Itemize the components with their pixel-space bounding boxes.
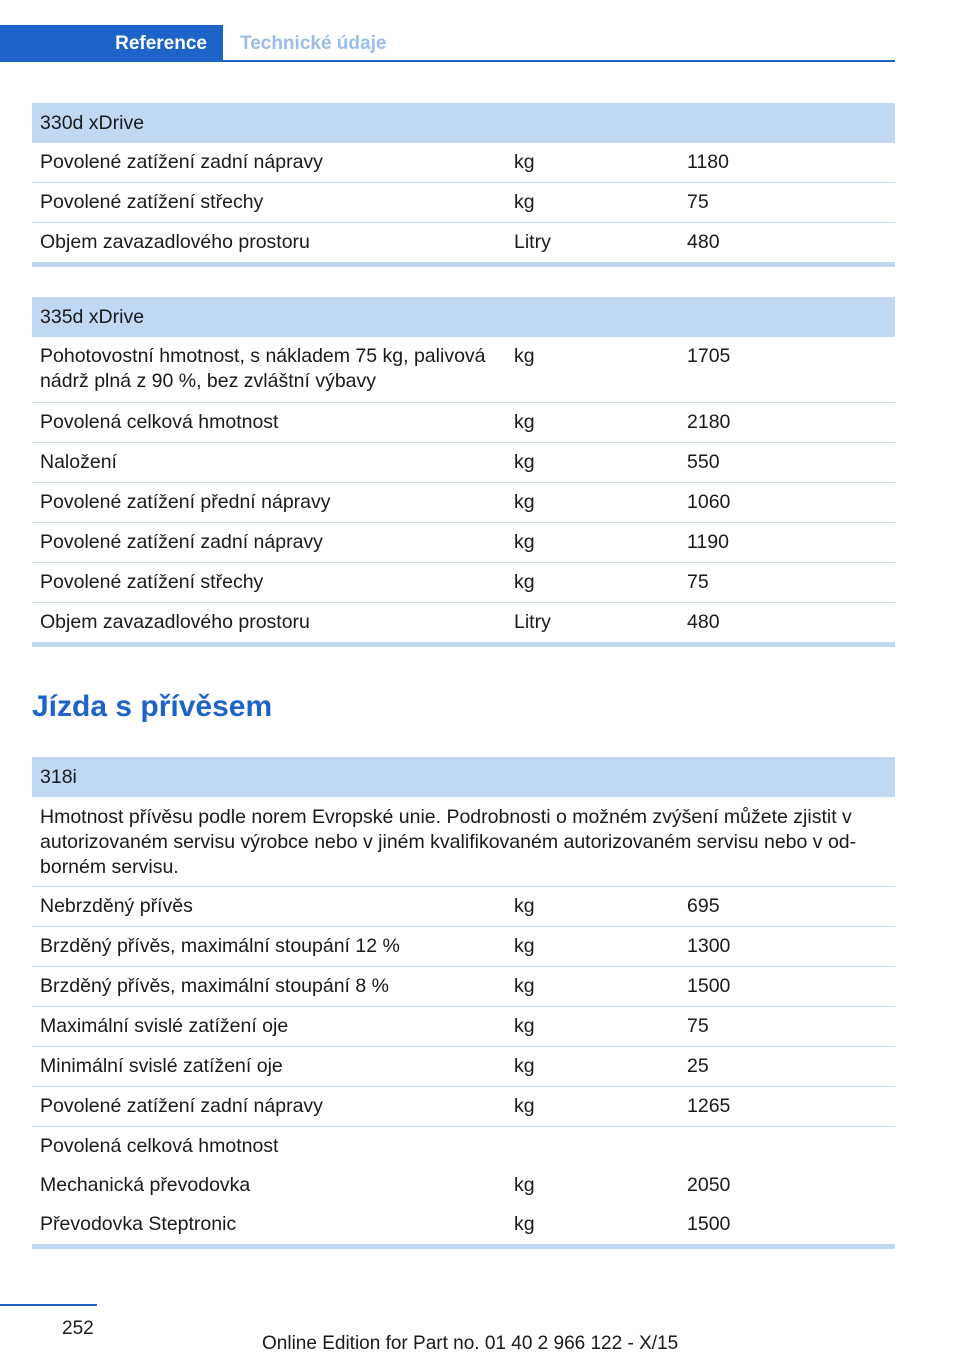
page-header: [0, 0, 960, 62]
table-row: [32, 1007, 895, 1047]
tab-reference[interactable]: Reference: [0, 25, 223, 62]
table-end-bar: [32, 642, 895, 647]
table-heading: [32, 103, 895, 143]
row-unit: kg: [514, 895, 535, 917]
row-label: Mechanická převodovka: [40, 1174, 251, 1196]
table-row: [32, 223, 895, 262]
table-heading-text: 318i: [40, 765, 77, 788]
row-label: Nebrzděný přívěs: [40, 895, 193, 917]
table-row: [32, 603, 895, 642]
table-end-bar: [32, 1244, 895, 1249]
row-value: 1060: [687, 491, 731, 513]
row-label: Objem zavazadlového prostoru: [40, 611, 310, 633]
row-label: Brzděný přívěs, maximální stoupání 8 %: [40, 975, 389, 997]
tab-technical-data[interactable]: Technické údaje: [240, 32, 387, 54]
table-note: Hmotnost přívěsu podle norem Evropské unie. Podrobnosti o možném zvýšení můžete zjistit v autorizovaném servisu výrobce nebo v jiném kvalifikovaném autorizovaném servisu nebo v od-borném servisu.: [40, 806, 857, 878]
page-number: 252: [62, 1318, 94, 1339]
row-value: 1500: [687, 1213, 731, 1235]
row-label: Povolené zatížení střechy: [40, 191, 264, 213]
row-unit: kg: [514, 1174, 535, 1196]
table-335d-xdrive: [32, 297, 895, 647]
table-heading-text: 330d xDrive: [40, 111, 145, 134]
table-row: [32, 563, 895, 603]
group-label: Povolená celková hmotnost: [40, 1135, 279, 1157]
table-row: [32, 523, 895, 563]
row-unit: Litry: [514, 611, 551, 633]
table-row: [32, 927, 895, 967]
table-row: [32, 967, 895, 1007]
table-row: [32, 483, 895, 523]
row-unit: kg: [514, 1213, 535, 1235]
row-value: 75: [687, 1015, 709, 1037]
row-unit: kg: [514, 975, 535, 997]
row-label: Povolené zatížení zadní nápravy: [40, 151, 323, 173]
table-row: [32, 337, 895, 403]
row-label: Naložení: [40, 451, 117, 473]
table-row: [32, 1200, 895, 1244]
row-label: Pohotovostní hmotnost, s nákladem 75 kg, palivová nádrž plná z 90 %, bez zvláštní výbavy: [40, 345, 486, 392]
table-row: [32, 143, 895, 183]
row-unit: kg: [514, 191, 535, 213]
row-label: Povolené zatížení zadní nápravy: [40, 531, 323, 553]
row-unit: kg: [514, 451, 535, 473]
row-unit: kg: [514, 1095, 535, 1117]
table-end-bar: [32, 262, 895, 267]
row-unit: kg: [514, 491, 535, 513]
edition-footer: Online Edition for Part no. 01 40 2 966 122 - X/15: [262, 1333, 679, 1354]
table-row: [32, 1161, 895, 1200]
section-title: Jízda s přívěsem: [32, 690, 273, 723]
row-value: 695: [687, 895, 720, 917]
row-unit: kg: [514, 345, 535, 367]
table-note-row: [32, 797, 895, 887]
row-value: 25: [687, 1055, 709, 1077]
row-value: 480: [687, 231, 720, 253]
table-heading: [32, 757, 895, 797]
row-unit: kg: [514, 571, 535, 593]
table-row: [32, 403, 895, 443]
row-label: Převodovka Steptronic: [40, 1213, 237, 1235]
row-label: Povolená celková hmotnost: [40, 411, 279, 433]
row-value: 1265: [687, 1095, 731, 1117]
row-value: 75: [687, 191, 709, 213]
table-row: [32, 183, 895, 223]
row-value: 1180: [687, 151, 729, 173]
row-unit: kg: [514, 935, 535, 957]
table-heading: [32, 297, 895, 337]
row-label: Povolené zatížení střechy: [40, 571, 264, 593]
row-unit: Litry: [514, 231, 551, 253]
table-group-row: [32, 1127, 895, 1161]
row-unit: kg: [514, 531, 535, 553]
table-330d-xdrive: [32, 103, 895, 267]
row-value: 550: [687, 451, 720, 473]
row-value: 2050: [687, 1174, 731, 1196]
row-value: 1300: [687, 935, 731, 957]
row-value: 2180: [687, 411, 731, 433]
table-heading-text: 335d xDrive: [40, 305, 145, 328]
row-label: Minimální svislé zatížení oje: [40, 1055, 283, 1077]
footer-divider: [0, 1304, 97, 1306]
table-row: [32, 887, 895, 927]
header-divider: [0, 60, 895, 62]
table-row: [32, 1087, 895, 1127]
row-unit: kg: [514, 151, 535, 173]
table-row: [32, 443, 895, 483]
row-unit: kg: [514, 1055, 535, 1077]
row-label: Povolené zatížení přední nápravy: [40, 491, 331, 513]
table-row: [32, 1047, 895, 1087]
row-value: 1500: [687, 975, 731, 997]
table-318i-trailer: [32, 757, 895, 1249]
row-label: Brzděný přívěs, maximální stoupání 12 %: [40, 935, 400, 957]
row-value: 1705: [687, 345, 731, 367]
row-unit: kg: [514, 411, 535, 433]
row-value: 1190: [687, 531, 729, 553]
row-label: Maximální svislé zatížení oje: [40, 1015, 289, 1037]
row-label: Objem zavazadlového prostoru: [40, 231, 310, 253]
row-value: 75: [687, 571, 709, 593]
row-value: 480: [687, 611, 720, 633]
row-label: Povolené zatížení zadní nápravy: [40, 1095, 323, 1117]
row-unit: kg: [514, 1015, 535, 1037]
